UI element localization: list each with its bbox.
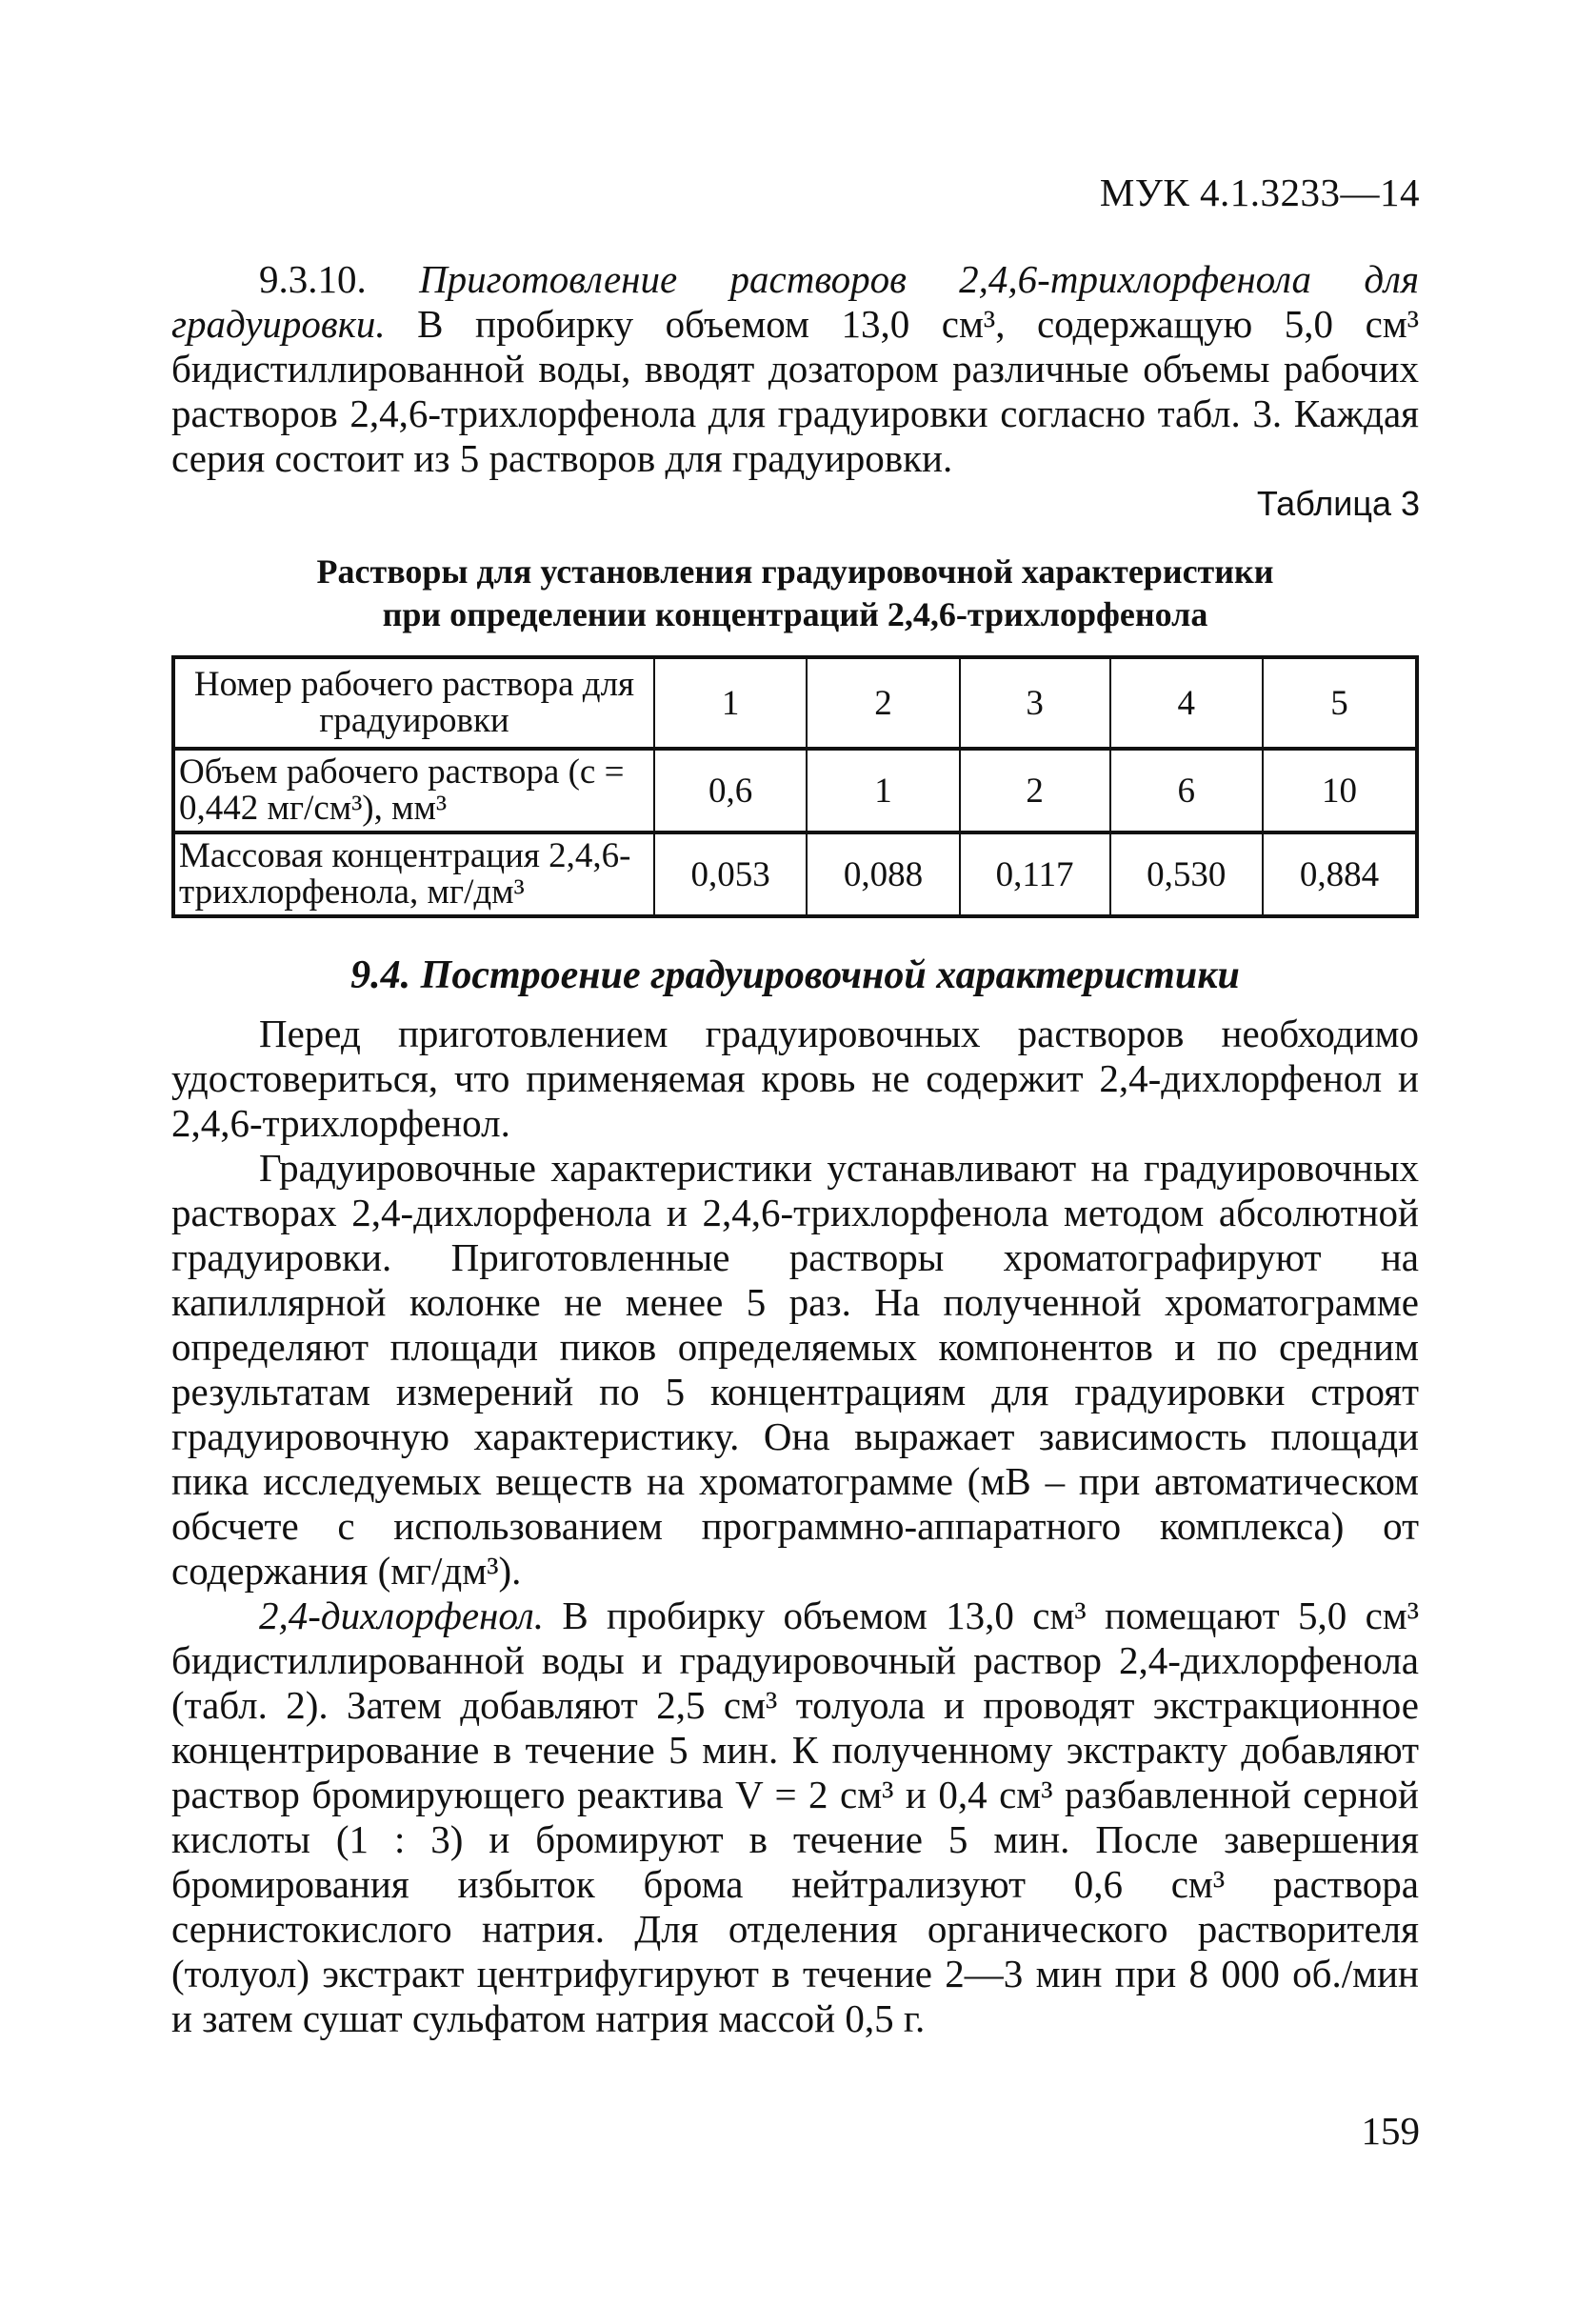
header-col-3: 3	[960, 657, 1110, 749]
table-label: Таблица 3	[1256, 484, 1420, 523]
intro-paragraph-block	[171, 257, 1419, 481]
header-label-cell: Номер рабочего раствора для градуировки	[173, 657, 654, 749]
table-cell: 0,6	[654, 749, 807, 832]
table-header-row	[173, 657, 1417, 749]
row-label-concentration: Массовая концентрация 2,4,6-трихлорфенола, мг/дм³	[173, 832, 654, 916]
table-cell: 0,117	[960, 832, 1110, 916]
intro-number: 9.3.10.	[259, 257, 367, 301]
section-body	[171, 1012, 1419, 2041]
page-number: 159	[1361, 2109, 1420, 2153]
section-paragraph-1: Перед приготовлением градуировочных растворов необходимо удостовериться, что применяемая кровь не содержит 2,4-дихлорфенол и 2,4,6-трихлорфенол.	[171, 1012, 1419, 1145]
header-col-2: 2	[807, 657, 959, 749]
section-title: 9.4. Построение градуировочной характеристики	[350, 953, 1240, 997]
table-title-line-2: при определении концентраций 2,4,6-трихлорфенола	[382, 595, 1208, 633]
table-row	[173, 749, 1417, 832]
table-cell: 6	[1110, 749, 1263, 832]
table-cell: 10	[1263, 749, 1417, 832]
section-paragraph-2: Градуировочные характеристики устанавливают на градуировочных растворах 2,4-дихлорфенола и 2,4,6-трихлорфенола методом абсолютной градуировки. Приготовленные растворы хроматографируют на капиллярной колонке не менее 5 раз. На полученной хроматограмме определяют площади пиков определяемых компонентов и по средним результатам измерений по 5 концентрациям для градуировки строят градуировочную характеристику. Она выражает зависимость площади пика исследуемых веществ на хроматограмме (мВ – при автоматическом обсчете с использованием программно-аппаратного комплекса) от содержания (мг/дм³).	[171, 1146, 1419, 1593]
header-col-5: 5	[1263, 657, 1417, 749]
table-cell: 0,530	[1110, 832, 1263, 916]
table-cell: 0,884	[1263, 832, 1417, 916]
table-title	[171, 551, 1419, 636]
paragraph-3-text: В пробирку объемом 13,0 см³ помещают 5,0 см³ бидистиллированной воды и градуировочный раствор 2,4-дихлорфенола (табл. 2). Затем добавляют 2,5 см³ толуола и проводят экстракционное концентрирование в течение 5 мин. К полученному экстракту добавляют раствор бромирующего реактива V = 2 см³ и 0,4 см³ разбавленной серной кислоты (1 : 3) и бромируют в течение 5 мин. После завершения бромирования избыток брома нейтрализуют 0,6 см³ раствора сернистокислого натрия. Для отделения органического растворителя (толуол) экстракт центрифугируют в течение 2—3 мин при 8 000 об./мин и затем сушат сульфатом натрия массой 0,5 г.	[171, 1594, 1420, 2040]
table-cell: 1	[807, 749, 959, 832]
header-col-4: 4	[1110, 657, 1263, 749]
intro-title: Приготовление растворов 2,4,6-трихлорфенола для градуировки.	[171, 257, 1419, 346]
table-title-line-1: Растворы для установления градуировочной характеристики	[316, 552, 1274, 591]
paragraph-3-lead: 2,4-дихлорфенол.	[259, 1594, 544, 1637]
intro-text: В пробирку объемом 13,0 см³, содержащую 5,0 см³ бидистиллированной воды, вводят дозатором различные объемы рабочих растворов 2,4,6-трихлорфенола для градуировки согласно табл. 3. Каждая серия состоит из 5 растворов для градуировки.	[171, 302, 1420, 480]
section-paragraph-3	[171, 1594, 1419, 2041]
document-code: МУК 4.1.3233—14	[1099, 170, 1420, 214]
row-label-volume: Объем рабочего раствора (с = 0,442 мг/см³), мм³	[173, 749, 654, 832]
table-cell: 2	[960, 749, 1110, 832]
table-cell: 0,088	[807, 832, 959, 916]
intro-paragraph	[171, 257, 1419, 481]
table-row	[173, 832, 1417, 916]
calibration-table	[171, 655, 1419, 918]
table-cell: 0,053	[654, 832, 807, 916]
header-col-1: 1	[654, 657, 807, 749]
